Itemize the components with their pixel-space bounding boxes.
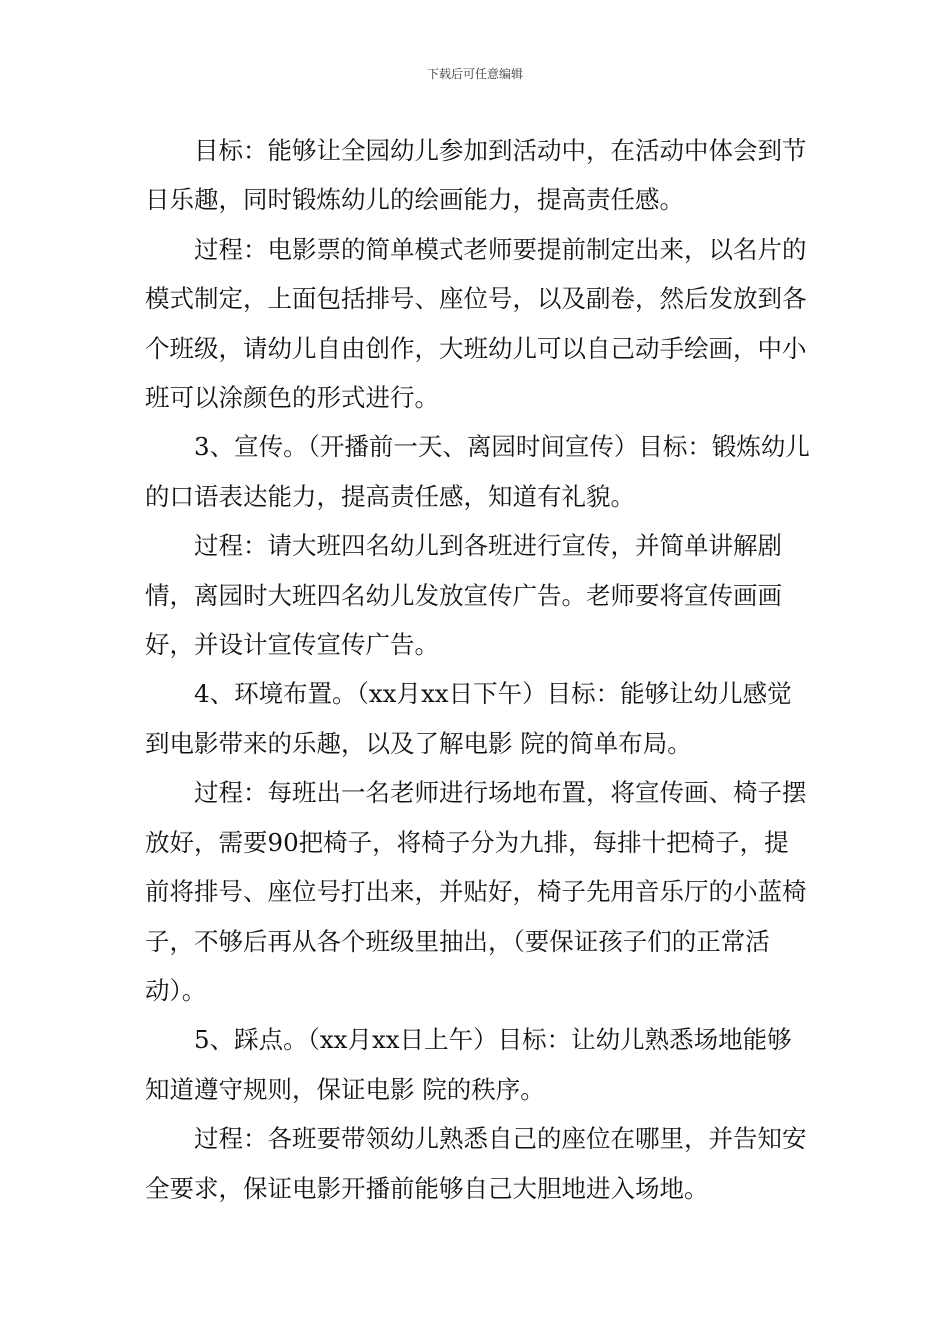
paragraph-process-publicity: 过程：请大班四名幼儿到各班进行宣传，并简单讲解剧情，离园时大班四名幼儿发放宣传广告。老师要将宣传画画好，并设计宣传宣传广告。 — [145, 531, 782, 660]
paragraph-process-site-visit: 过程：各班要带领幼儿熟悉自己的座位在哪里，并告知安全要求，保证电影开播前能够自己大胆地进入场地。 — [145, 1124, 807, 1203]
page-header-note: 下载后可任意编辑 — [426, 67, 523, 81]
paragraph-publicity: 3、宣传。（开播前一天、离园时间宣传）目标：锻炼幼儿的口语表达能力，提高责任感，知道有礼貌。 — [145, 432, 810, 511]
document-body — [145, 126, 810, 1213]
paragraph-process-environment: 过程：每班出一名老师进行场地布置，将宣传画、椅子摆放好，需要90把椅子，将椅子分为九排，每排十把椅子，提前将排号、座位号打出来，并贴好，椅子先用音乐厅的小蓝椅子，不够后再从各个班级里抽出，（要保证孩子们的正常活动）。 — [145, 778, 807, 1005]
paragraph-site-visit: 5、踩点。（xx月xx日上午）目标：让幼儿熟悉场地能够知道遵守规则，保证电影 院的秩序。 — [145, 1025, 792, 1104]
paragraph-environment: 4、环境布置。（xx月xx日下午）目标：能够让幼儿感觉到电影带来的乐趣，以及了解电影 院的简单布局。 — [145, 679, 792, 758]
paragraph-goal: 目标：能够让全园幼儿参加到活动中，在活动中体会到节日乐趣，同时锻炼幼儿的绘画能力，提高责任感。 — [145, 136, 807, 215]
paragraph-process-tickets: 过程：电影票的简单模式老师要提前制定出来，以名片的模式制定，上面包括排号、座位号，以及副卷，然后发放到各个班级，请幼儿自由创作，大班幼儿可以自己动手绘画，中小班可以涂颜色的形式进行。 — [145, 234, 807, 413]
